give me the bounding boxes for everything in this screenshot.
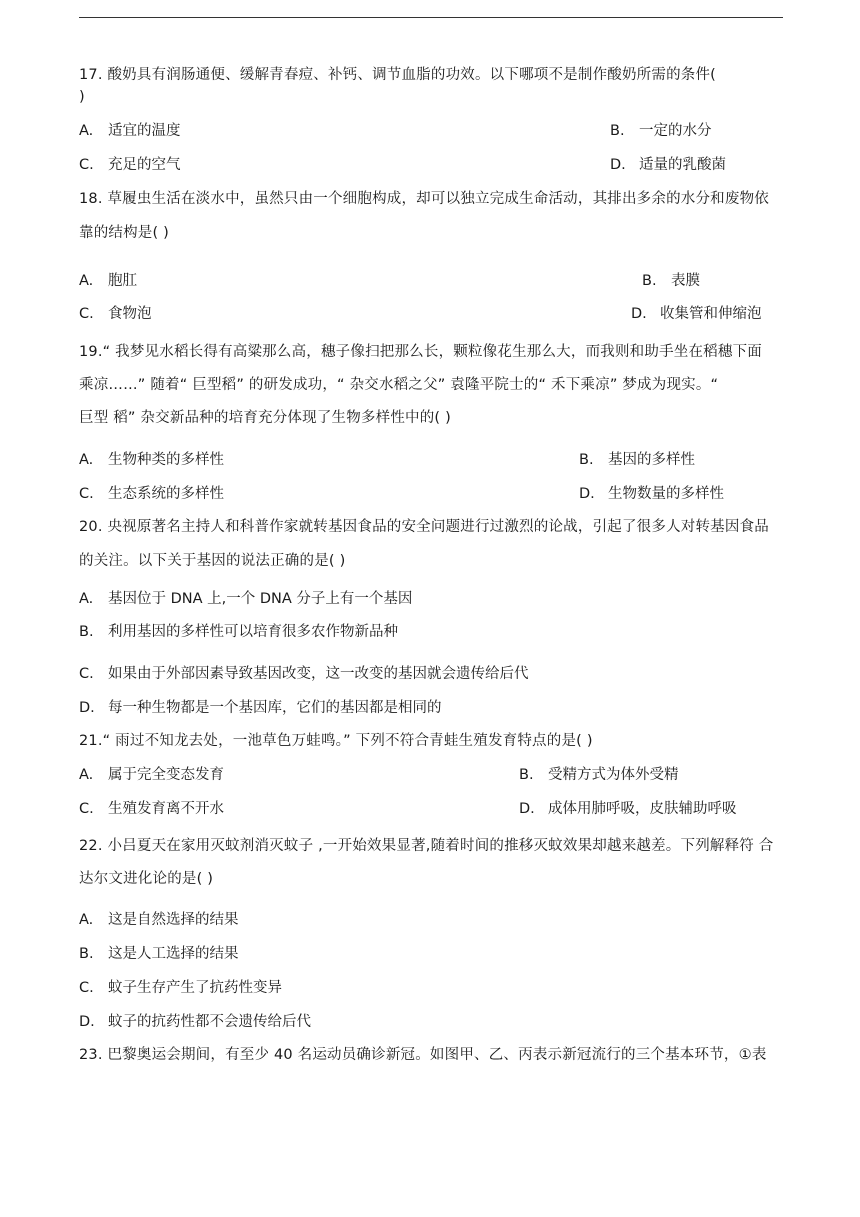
question-22-stem: 22. 小吕夏天在家用灭蚊剂消灭蚊子 ,一开始效果显著,随着时间的推移灭蚊效果却越来越差。下列解释符 合 [79, 838, 774, 854]
question-20-stem-cont: 的关注。以下关于基因的说法正确的是( ) [79, 553, 346, 569]
question-21-option-a[interactable]: A. 属于完全变态发育 [79, 767, 224, 783]
question-18-option-d[interactable]: D. 收集管和伸缩泡 [631, 306, 762, 322]
question-19-stem: 19.“ 我梦见水稻长得有高粱那么高，穗子像扫把那么长，颗粒像花生那么大，而我则和助手坐在稻穗下面 [79, 344, 762, 360]
question-20-option-b[interactable]: B. 利用基因的多样性可以培育很多农作物新品种 [79, 624, 398, 640]
question-20-stem: 20. 央视原著名主持人和科普作家就转基因食品的安全问题进行过激烈的论战，引起了很多人对转基因食品 [79, 519, 769, 535]
question-18-option-a[interactable]: A. 胞肛 [79, 273, 137, 289]
question-18-stem-cont: 靠的结构是( ) [79, 225, 170, 241]
question-17-option-d[interactable]: D. 适量的乳酸菌 [610, 157, 726, 173]
question-22-stem-cont: 达尔文进化论的是( ) [79, 871, 214, 887]
question-21-option-d[interactable]: D. 成体用肺呼吸，皮肤辅助呼吸 [519, 801, 737, 817]
question-19-stem-cont: 乘凉……” 随着“ 巨型稻” 的研发成功，“ 杂交水稻之父” 袁隆平院士的“ 禾下乘凉” 梦成为现实。“ [79, 377, 719, 393]
question-19-option-c[interactable]: C. 生态系统的多样性 [79, 486, 224, 502]
question-17-option-a[interactable]: A. 适宜的温度 [79, 123, 181, 139]
question-19-option-d[interactable]: D. 生物数量的多样性 [579, 486, 724, 502]
question-21-stem: 21.“ 雨过不知龙去处，一池草色万蛙鸣。” 下列不符合青蛙生殖发育特点的是( ) [79, 733, 593, 749]
question-19-option-a[interactable]: A. 生物种类的多样性 [79, 452, 224, 468]
question-20-option-c[interactable]: C. 如果由于外部因素导致基因改变，这一改变的基因就会遗传给后代 [79, 666, 529, 682]
question-17-option-c[interactable]: C. 充足的空气 [79, 157, 181, 173]
question-17-option-b[interactable]: B. 一定的水分 [610, 123, 712, 139]
question-18-stem: 18. 草履虫生活在淡水中，虽然只由一个细胞构成，却可以独立完成生命活动，其排出多余的水分和废物依 [79, 191, 769, 207]
question-17-stem-cont: ) [79, 89, 85, 105]
question-17-stem: 17. 酸奶具有润肠通便、缓解青春痘、补钙、调节血脂的功效。以下哪项不是制作酸奶所需的条件( [79, 67, 717, 83]
question-22-option-b[interactable]: B. 这是人工选择的结果 [79, 946, 239, 962]
question-23-stem: 23. 巴黎奥运会期间，有至少 40 名运动员确诊新冠。如图甲、乙、丙表示新冠流行的三个基本环节，①表 [79, 1047, 767, 1063]
question-20-option-d[interactable]: D. 每一种生物都是一个基因库，它们的基因都是相同的 [79, 700, 442, 716]
question-20-option-a[interactable]: A. 基因位于 DNA 上,一个 DNA 分子上有一个基因 [79, 591, 413, 607]
question-21-option-b[interactable]: B. 受精方式为体外受精 [519, 767, 679, 783]
question-19-option-b[interactable]: B. 基因的多样性 [579, 452, 695, 468]
question-22-option-c[interactable]: C. 蚊子生存产生了抗药性变异 [79, 980, 282, 996]
question-22-option-d[interactable]: D. 蚊子的抗药性都不会遗传给后代 [79, 1014, 311, 1030]
question-21-option-c[interactable]: C. 生殖发育离不开水 [79, 801, 224, 817]
question-18-option-c[interactable]: C. 食物泡 [79, 306, 152, 322]
question-18-option-b[interactable]: B. 表膜 [642, 273, 700, 289]
question-22-option-a[interactable]: A. 这是自然选择的结果 [79, 912, 239, 928]
header-rule [79, 17, 783, 18]
question-19-stem-cont-2: 巨型 稻” 杂交新品种的培育充分体现了生物多样性中的( ) [79, 410, 451, 426]
